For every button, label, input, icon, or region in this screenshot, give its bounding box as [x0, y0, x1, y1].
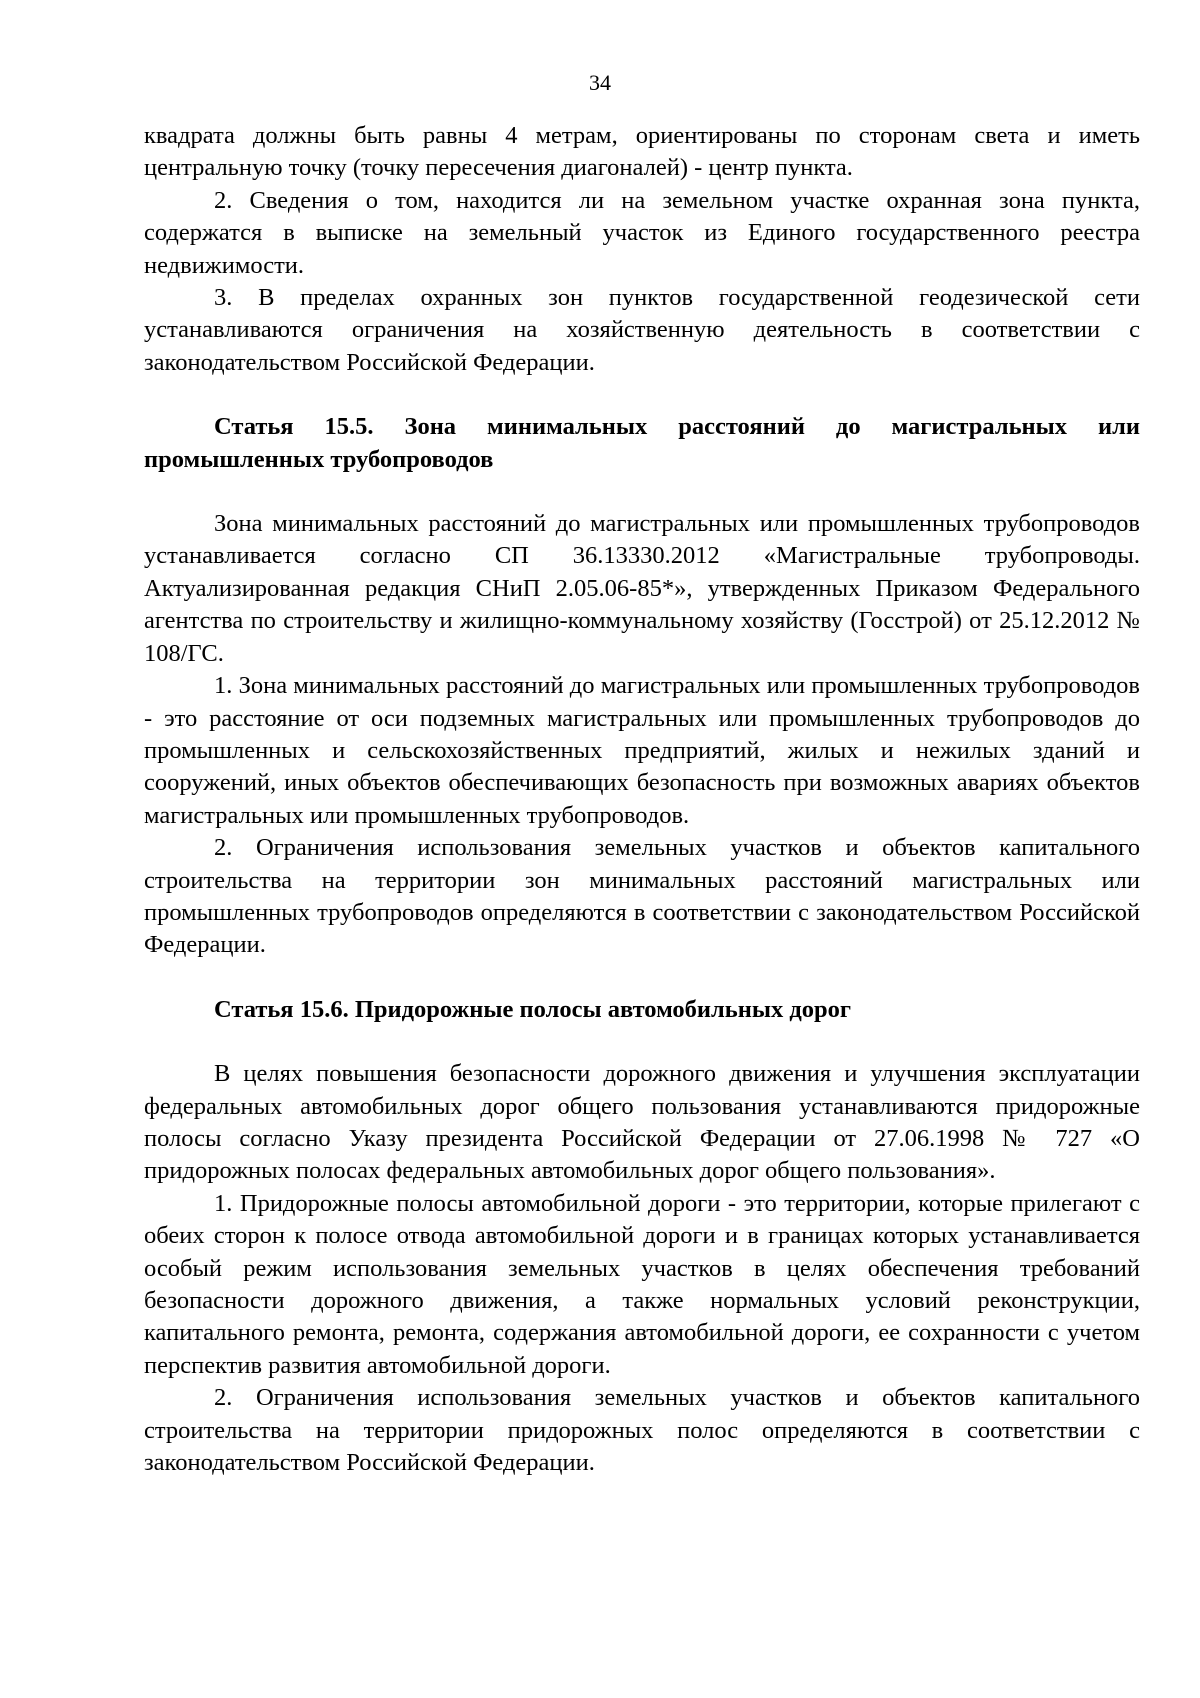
- article-15-6-intro: В целях повышения безопасности дорожного движения и улучшения эксплуатации федеральных автомобильных дорог общего пользования устанавливаются придорожные полосы согласно Указу президента Российской Федерации от 27.06.1998 № 727 «О придорожных полосах федеральных автомобильных дорог общего пользования».: [144, 1060, 1140, 1185]
- article-15-5-heading: Статья 15.5. Зона минимальных расстояний до магистральных или промышленных трубопроводов: [144, 413, 1140, 473]
- paragraph-continuation: квадрата должны быть равны 4 метрам, ориентированы по сторонам света и иметь центральную точку (точку пересечения диагоналей) - центр пункта.: [144, 122, 1140, 182]
- article-15-6-heading: Статья 15.6. Придорожные полосы автомобильных дорог: [214, 995, 852, 1023]
- article-15-6-item-2: 2. Ограничения использования земельных участков и объектов капитального строительства на территории придорожных полос определяются в соответствии с законодательством Российской Федерации.: [144, 1384, 1140, 1477]
- article-15-5-item-2: 2. Ограничения использования земельных участков и объектов капитального строительства на территории зон минимальных расстояний магистральных или промышленных трубопроводов определяются в соответствии с законодательством Российской Федерации.: [144, 834, 1140, 959]
- page-number: 34: [589, 70, 611, 95]
- paragraph-item-2: 2. Сведения о том, находится ли на земельном участке охранная зона пункта, содержатся в выписке на земельный участок из Единого государственного реестра недвижимости.: [144, 186, 1140, 279]
- paragraph-item-3: 3. В пределах охранных зон пунктов государственной геодезической сети устанавливаются ограничения на хозяйственную деятельность в соответствии с законодательством Российской Федерации.: [144, 284, 1140, 376]
- article-15-6-item-1: 1. Придорожные полосы автомобильной дороги - это территории, которые прилегают с обеих сторон к полосе отвода автомобильной дороги и в границах которых устанавливается особый режим использования земельных участков в целях обеспечения требований безопасности дорожного движения, а также нормальных условий реконструкции, капитального ремонта, ремонта, содержания автомобильной дороги, ее сохранности с учетом перспектив развития автомобильной дороги.: [144, 1189, 1140, 1379]
- article-15-5-item-1: 1. Зона минимальных расстояний до магистральных или промышленных трубопроводов - это расстояние от оси подземных магистральных или промышленных трубопроводов до промышленных и сельскохозяйственных предприятий, жилых и нежилых зданий и сооружений, иных объектов обеспечивающих безопасность при возможных авариях объектов магистральных или промышленных трубопроводов.: [144, 672, 1140, 829]
- article-15-5-intro: Зона минимальных расстояний до магистральных или промышленных трубопроводов устанавливается согласно СП 36.13330.2012 «Магистральные трубопроводы. Актуализированная редакция СНиП 2.05.06-85*», утвержденных Приказом Федерального агентства по строительству и жилищно-коммунальному хозяйству (Госстрой) от 25.12.2012 № 108/ГС.: [144, 510, 1140, 667]
- document-body: [144, 120, 1140, 1479]
